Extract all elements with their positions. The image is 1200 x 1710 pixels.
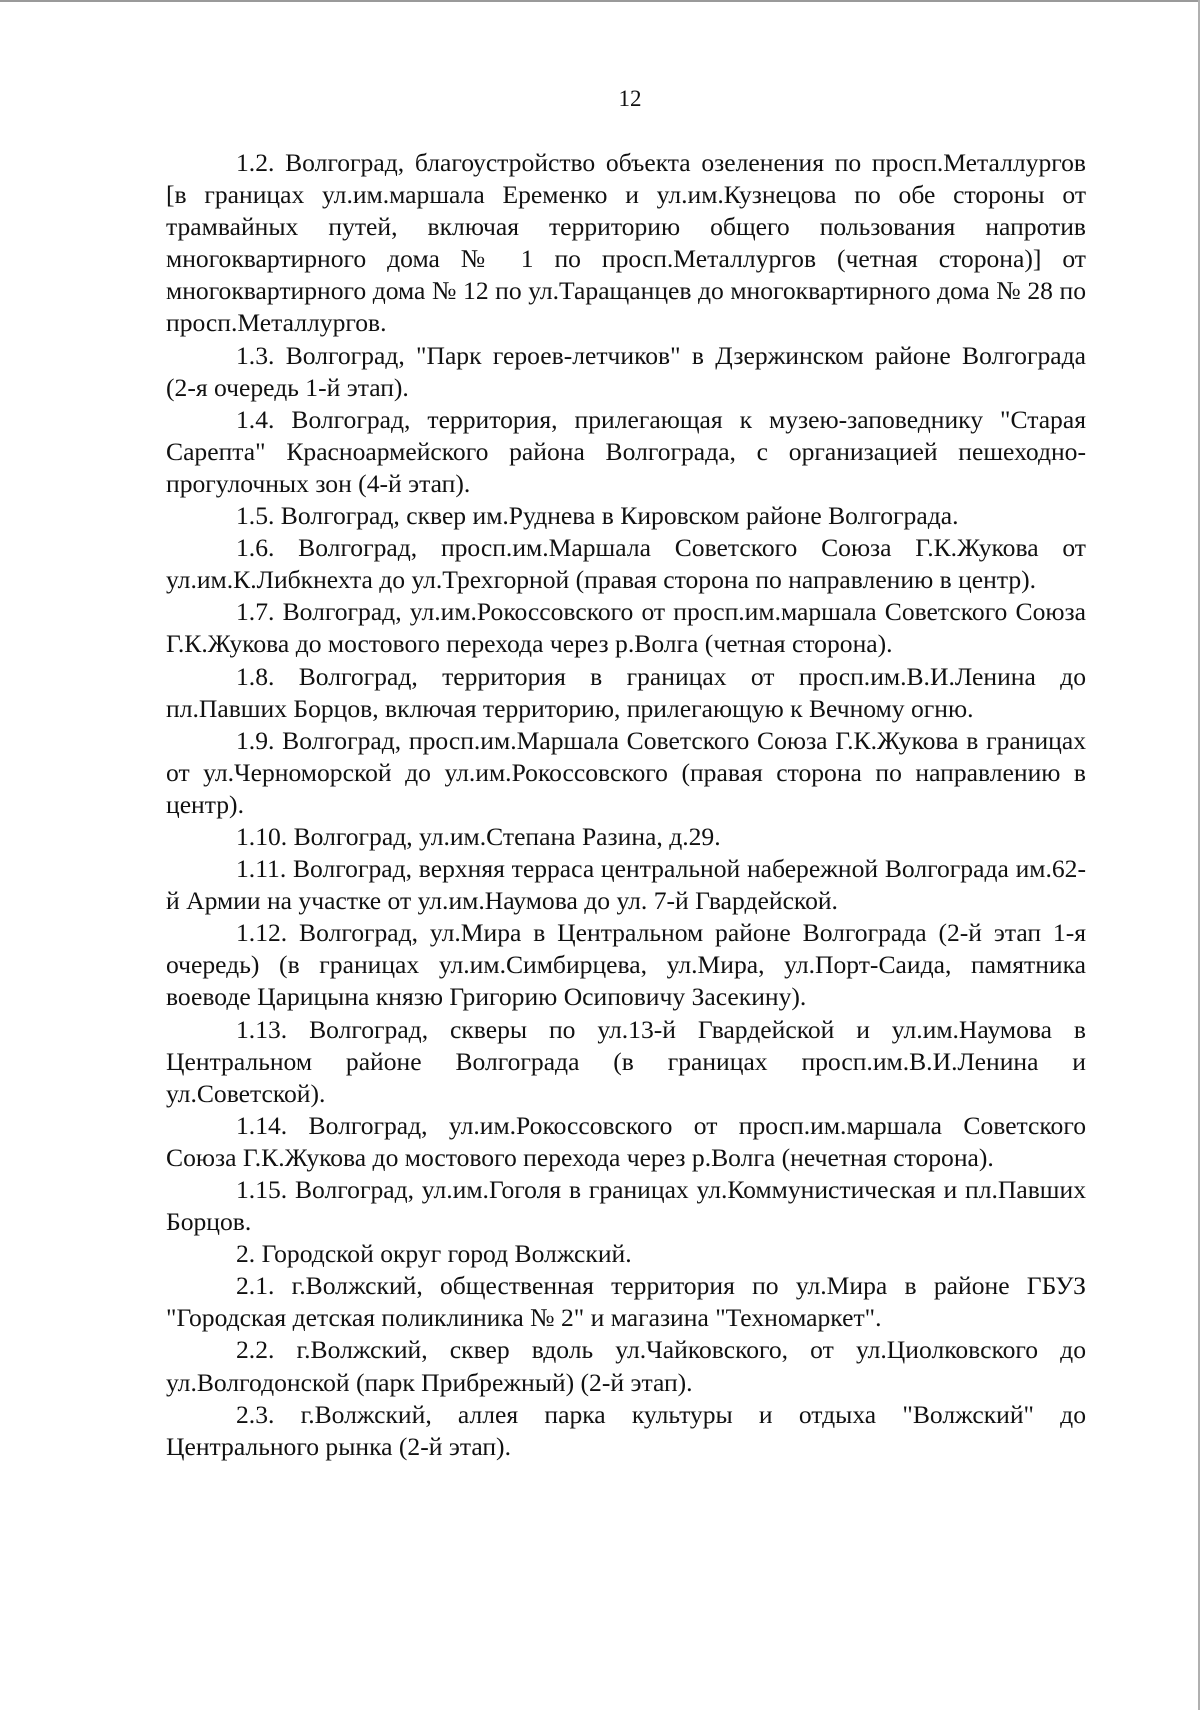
scan-edge-top: [0, 0, 1200, 2]
paragraph-2-2: 2.2. г.Волжский, сквер вдоль ул.Чайковского, от ул.Циолковского до ул.Волгодонской (парк Прибрежный) (2-й этап).: [166, 1335, 1086, 1397]
paragraph-1-3: 1.3. Волгоград, "Парк героев-летчиков" в Дзержинском районе Волгограда (2-я очередь 1-й этап).: [166, 340, 1086, 402]
page-number: 12: [618, 86, 642, 111]
paragraph-1-12: 1.12. Волгоград, ул.Мира в Центральном районе Волгограда (2-й этап 1-я очередь) (в границах ул.им.Симбирцева, ул.Мира, ул.Порт-Саида, памятника воеводе Царицына князю Григорию Осиповичу Засекину).: [166, 918, 1086, 1012]
paragraph-2-1: 2.1. г.Волжский, общественная территория по ул.Мира в районе ГБУЗ "Городская детская поликлиника № 2" и магазина "Техномаркет".: [166, 1271, 1086, 1333]
paragraph-2-3: 2.3. г.Волжский, аллея парка культуры и отдыха "Волжский" до Центрального рынка (2-й этап).: [166, 1399, 1086, 1461]
paragraph-1-14: 1.14. Волгоград, ул.им.Рокоссовского от просп.им.маршала Советского Союза Г.К.Жукова до мостового перехода через р.Волга (нечетная сторона).: [166, 1110, 1086, 1172]
paragraph-1-7: 1.7. Волгоград, ул.им.Рокоссовского от просп.им.маршала Советского Союза Г.К.Жукова до мостового перехода через р.Волга (четная сторона).: [166, 597, 1086, 659]
paragraph-1-6: 1.6. Волгоград, просп.им.Маршала Советского Союза Г.К.Жукова от ул.им.К.Либкнехта до ул.Трехгорной (правая сторона по направлению в центр).: [166, 533, 1086, 595]
paragraph-1-4: 1.4. Волгоград, территория, прилегающая к музею-заповеднику "Старая Сарепта" Красноармейского района Волгограда, с организацией пешеходно-прогулочных зон (4-й этап).: [166, 404, 1086, 498]
paragraph-1-2: 1.2. Волгоград, благоустройство объекта озеленения по просп.Металлургов [в границах ул.им.маршала Еременко и ул.им.Кузнецова по обе стороны от трамвайных путей, включая территорию общего пользования напротив многоквартирного дома № 1 по просп.Металлургов (четная сторона)] от многоквартирного дома № 12 по ул.Таращанцев до многоквартирного дома № 28 по просп.Металлургов.: [166, 148, 1086, 338]
paragraph-1-10: 1.10. Волгоград, ул.им.Степана Разина, д.29.: [236, 821, 721, 851]
paragraph-1-9: 1.9. Волгоград, просп.им.Маршала Советского Союза Г.К.Жукова в границах от ул.Черноморской до ул.им.Рокоссовского (правая сторона по направлению в центр).: [166, 725, 1086, 819]
paragraph-1-8: 1.8. Волгоград, территория в границах от просп.им.В.И.Ленина до пл.Павших Борцов, включая территорию, прилегающую к Вечному огню.: [166, 661, 1086, 723]
paragraph-1-15: 1.15. Волгоград, ул.им.Гоголя в границах ул.Коммунистическая и пл.Павших Борцов.: [166, 1175, 1086, 1237]
document-body: [166, 147, 1086, 1463]
paragraph-1-11: 1.11. Волгоград, верхняя терраса центральной набережной Волгограда им.62-й Армии на участке от ул.им.Наумова до ул. 7-й Гвардейской.: [166, 854, 1086, 916]
paragraph-1-13: 1.13. Волгоград, скверы по ул.13-й Гвардейской и ул.им.Наумова в Центральном районе Волгограда (в границах просп.им.В.И.Ленина и ул.Советской).: [166, 1014, 1086, 1108]
paragraph-2: 2. Городской округ город Волжский.: [236, 1239, 632, 1269]
paragraph-1-5: 1.5. Волгоград, сквер им.Руднева в Кировском районе Волгограда.: [236, 501, 959, 531]
